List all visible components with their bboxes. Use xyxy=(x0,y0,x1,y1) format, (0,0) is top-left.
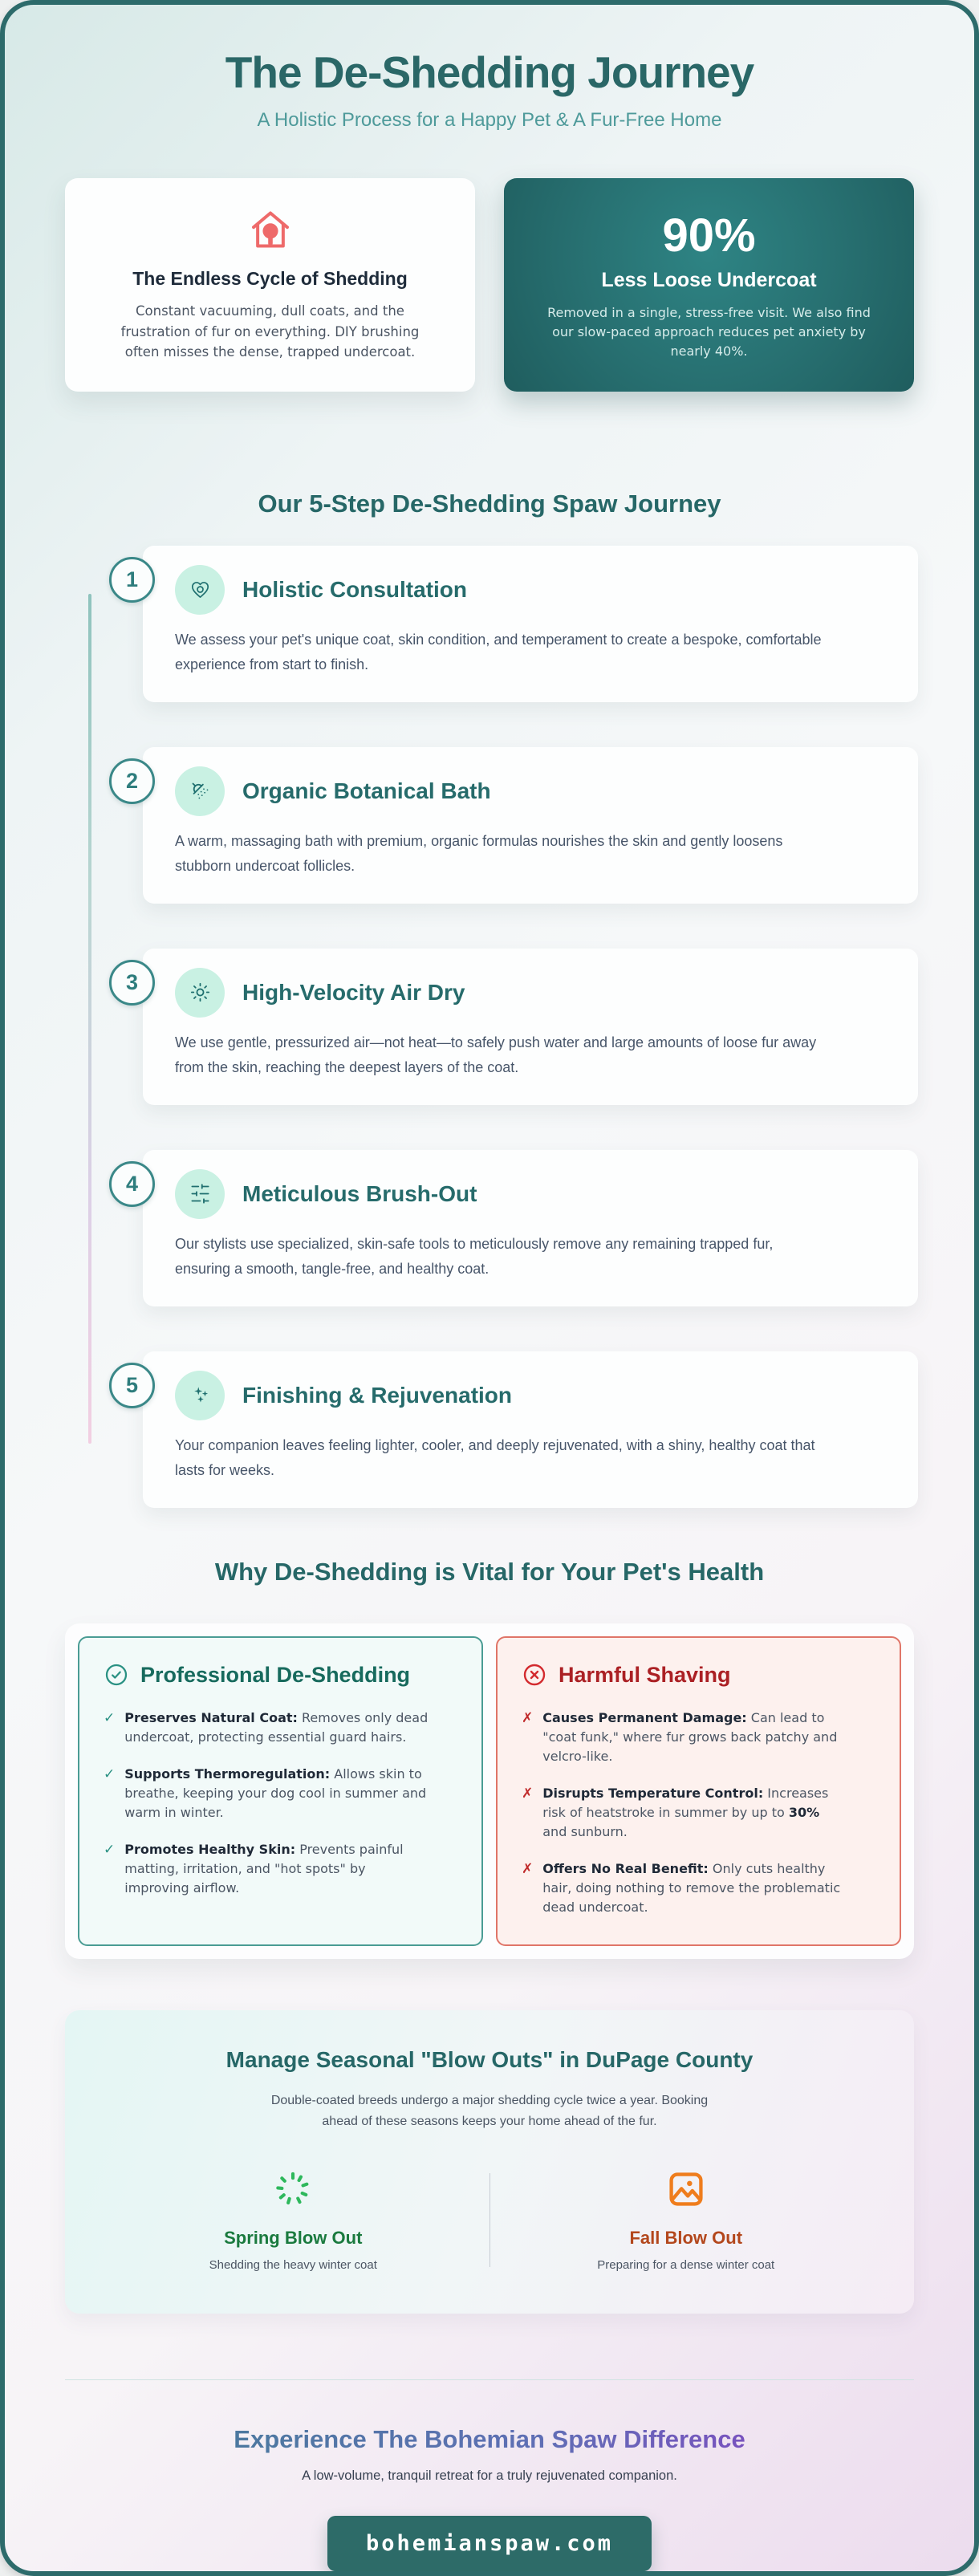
x-mark-icon: ✗ xyxy=(522,1786,534,1802)
shower-head-icon xyxy=(175,766,225,816)
comparison-cards xyxy=(65,1623,914,1959)
step-text: A warm, massaging bath with premium, organic formulas nourishes the skin and gently loosens stubborn undercoat follicles. xyxy=(175,832,783,875)
heart-icon xyxy=(175,565,225,615)
footer xyxy=(5,2379,974,2571)
step-title: Organic Botanical Bath xyxy=(242,778,491,803)
page-title: The De-Shedding Journey xyxy=(225,47,754,97)
footer-divider xyxy=(65,2379,914,2380)
comparison-heading: Why De-Shedding is Vital for Your Pet's Health xyxy=(214,1557,765,1586)
x-circle-icon xyxy=(522,1662,547,1688)
step-title: Meticulous Brush-Out xyxy=(242,1180,477,1206)
stat-text: Removed in a single, stress-free visit. We also find our slow-paced approach reduces pet anxiety by nearly 40%. xyxy=(547,304,871,359)
header xyxy=(5,5,974,132)
step-text: We use gentle, pressurized air—not heat—to safely push water and large amounts of loose fur away from the skin, reaching the deepest layers of the coat. xyxy=(175,1034,817,1076)
check-mark-icon: ✓ xyxy=(104,1842,116,1859)
footer-text: A low-volume, tranquil retreat for a truly rejuvenated companion. xyxy=(302,2468,677,2483)
step-number-badge: 2 xyxy=(109,758,155,804)
sliders-icon xyxy=(175,1169,225,1219)
list-item: ✗ Causes Permanent Damage: Can lead to "coat funk," where fur grows back patchy and velcro-like. xyxy=(522,1709,875,1766)
check-mark-icon: ✓ xyxy=(104,1710,116,1727)
fall-title: Fall Blow Out xyxy=(629,2227,743,2248)
step-card xyxy=(143,949,918,1105)
fall-blowout-column xyxy=(490,2168,883,2272)
image-icon xyxy=(490,2168,883,2210)
pro-card-title: Professional De-Shedding xyxy=(140,1662,411,1687)
journey-heading: Our 5-Step De-Shedding Spaw Journey xyxy=(258,489,721,518)
burst-rays-icon xyxy=(97,2168,490,2210)
page-subtitle: A Holistic Process for a Happy Pet & A Fur-Free Home xyxy=(257,109,722,131)
step-text: Your companion leaves feeling lighter, cooler, and deeply rejuvenated, with a shiny, healthy coat that lasts for weeks. xyxy=(175,1436,815,1479)
step-card xyxy=(143,1351,918,1508)
journey-step-2 xyxy=(65,747,918,904)
website-cta-button[interactable]: bohemianspaw.com xyxy=(327,2516,652,2571)
home-icon xyxy=(92,207,448,252)
journey-step-1 xyxy=(65,546,918,702)
step-text: Our stylists use specialized, skin-safe tools to meticulously remove any remaining trapped fur, ensuring a smooth, tangle-free, and healthy coat. xyxy=(175,1235,774,1278)
stat-label: Less Loose Undercoat xyxy=(601,268,817,291)
sparkles-icon xyxy=(175,1371,225,1420)
step-number-badge: 5 xyxy=(109,1363,155,1408)
seasonal-text: Double-coated breeds undergo a major shedding cycle twice a year. Booking ahead of these seasons keeps your home ahead of the fur. xyxy=(270,2094,709,2129)
list-item: ✓ Preserves Natural Coat: Removes only dead undercoat, protecting essential guard hairs. xyxy=(104,1709,457,1747)
harmful-shaving-card xyxy=(496,1636,901,1946)
con-risks-list xyxy=(522,1709,875,1917)
list-item: ✗ Disrupts Temperature Control: Increases risk of heatstroke in summer by up to 30% and sunburn. xyxy=(522,1784,875,1842)
seasonal-section xyxy=(65,2010,914,2314)
x-mark-icon: ✗ xyxy=(522,1710,534,1727)
journey-step-3 xyxy=(65,949,918,1105)
step-title: High-Velocity Air Dry xyxy=(242,979,465,1005)
sun-icon xyxy=(175,968,225,1018)
journey-step-4 xyxy=(65,1150,918,1306)
stat-card xyxy=(504,178,914,392)
problem-card-text: Constant vacuuming, dull coats, and the frustration of fur on everything. DIY brushing often misses the dense, trapped undercoat. xyxy=(120,303,420,360)
check-circle-icon xyxy=(104,1662,129,1688)
step-number-badge: 4 xyxy=(109,1161,155,1207)
pro-benefits-list xyxy=(104,1709,457,1898)
step-card xyxy=(143,747,918,904)
list-item: ✓ Promotes Healthy Skin: Prevents painful matting, irritation, and "hot spots" by improving airflow. xyxy=(104,1840,457,1898)
step-text: We assess your pet's unique coat, skin condition, and temperament to create a bespoke, comfortable experience from start to finish. xyxy=(175,631,822,673)
step-number-badge: 1 xyxy=(109,557,155,603)
spring-blowout-column xyxy=(97,2168,490,2272)
con-card-title: Harmful Shaving xyxy=(559,1662,731,1687)
step-number-badge: 3 xyxy=(109,960,155,1006)
check-mark-icon: ✓ xyxy=(104,1766,116,1783)
footer-heading: Experience The Bohemian Spaw Difference xyxy=(5,2425,974,2454)
journey-step-5 xyxy=(65,1351,918,1508)
problem-card-title: The Endless Cycle of Shedding xyxy=(132,268,408,289)
journey-timeline xyxy=(65,546,918,1508)
list-item: ✗ Offers No Real Benefit: Only cuts healthy hair, doing nothing to remove the problematic dead undercoat. xyxy=(522,1859,875,1917)
spring-text: Shedding the heavy winter coat xyxy=(209,2257,377,2272)
step-card xyxy=(143,546,918,702)
spring-title: Spring Blow Out xyxy=(224,2227,363,2248)
step-title: Finishing & Rejuvenation xyxy=(242,1382,513,1408)
list-item: ✓ Supports Thermoregulation: Allows skin to breathe, keeping your dog cool in summer and warm in winter. xyxy=(104,1765,457,1822)
professional-deshedding-card xyxy=(78,1636,483,1946)
step-card xyxy=(143,1150,918,1306)
seasonal-heading: Manage Seasonal "Blow Outs" in DuPage County xyxy=(225,2047,754,2073)
intro-cards xyxy=(65,178,914,392)
stat-value: 90% xyxy=(662,209,756,262)
x-mark-icon: ✗ xyxy=(522,1861,534,1878)
fall-text: Preparing for a dense winter coat xyxy=(597,2257,775,2272)
step-title: Holistic Consultation xyxy=(242,576,467,602)
problem-card xyxy=(65,178,475,392)
